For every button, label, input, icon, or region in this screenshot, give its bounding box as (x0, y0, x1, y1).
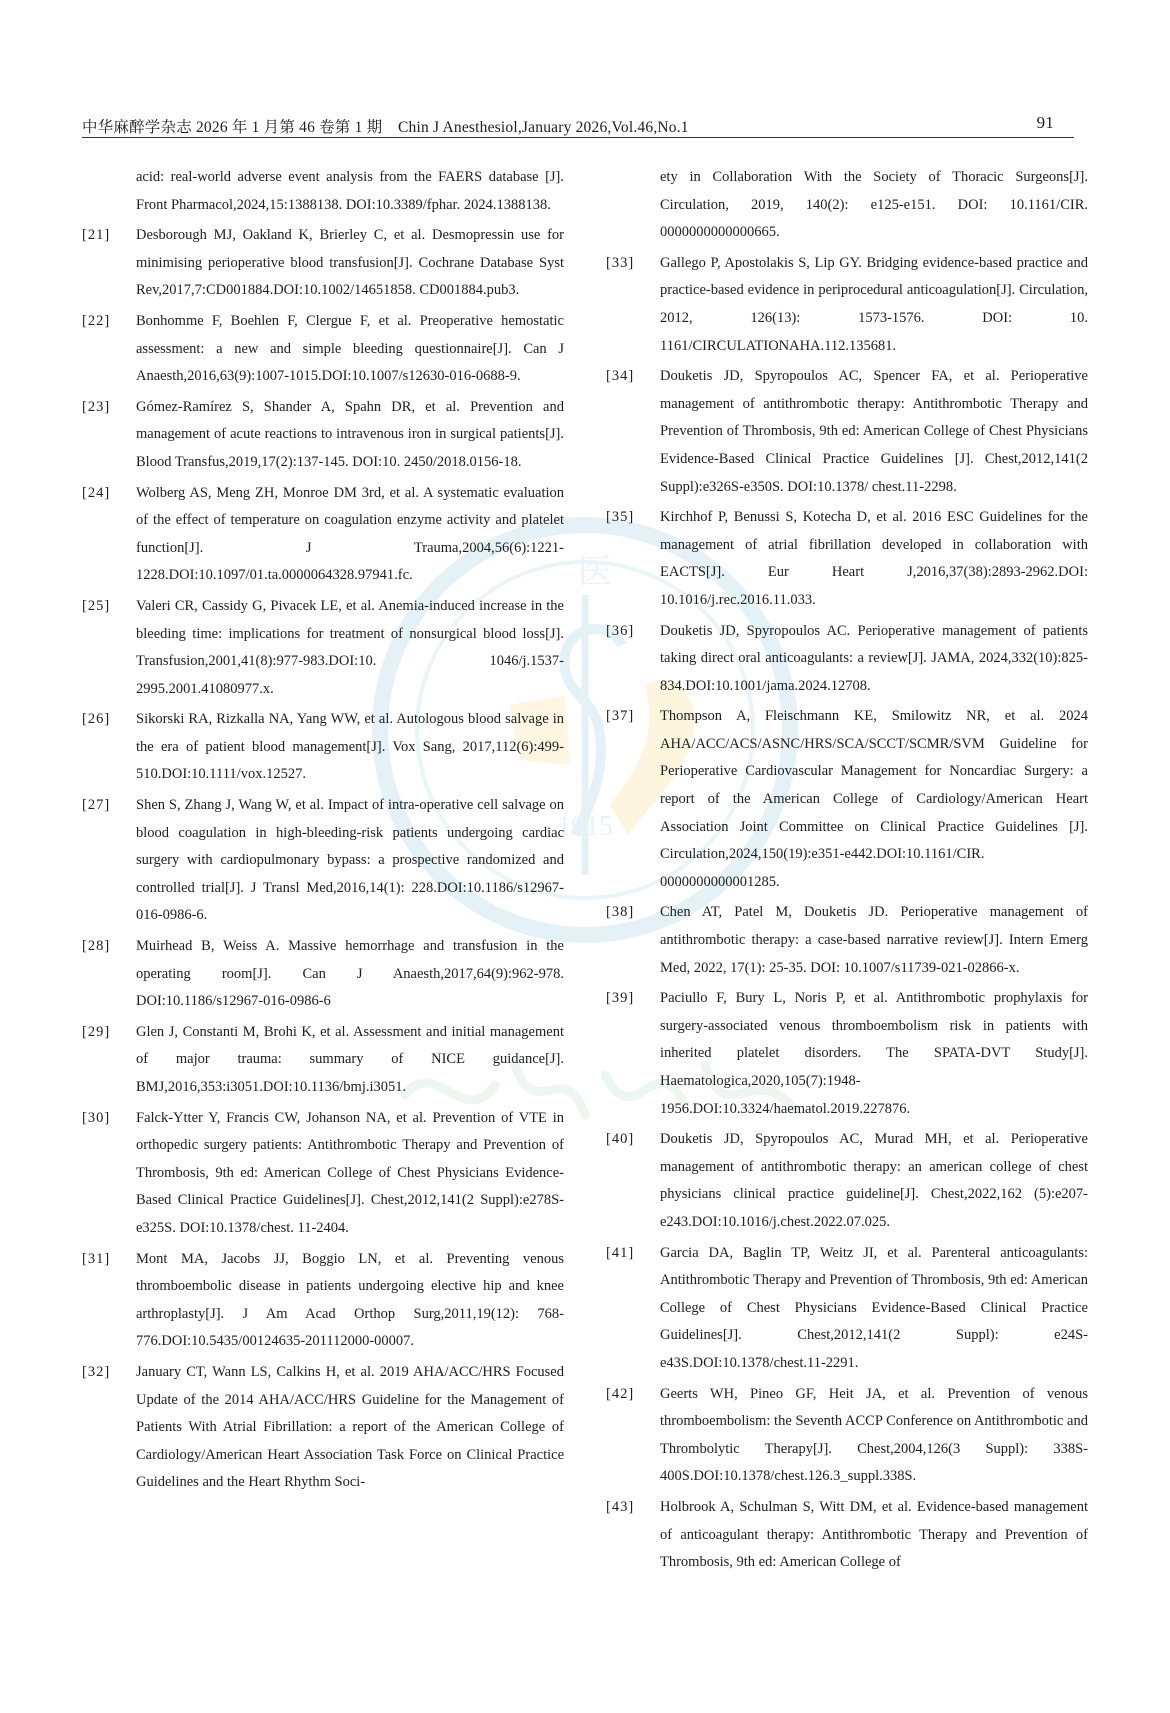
reference-number: [33] (606, 254, 635, 271)
reference-entry (82, 792, 564, 930)
reference-entry (606, 1494, 1088, 1577)
reference-entry (82, 1359, 564, 1497)
reference-number: [37] (606, 708, 635, 725)
reference-number: [39] (606, 990, 635, 1007)
running-header (82, 113, 1074, 138)
reference-number: [24] (82, 484, 111, 501)
journal-citation: 中华麻醉学杂志 2026 年 1 月第 46 卷第 1 期 Chin J Anesthesiol,January 2026,Vol.46,No.1 (82, 119, 689, 136)
reference-text: Garcia DA, Baglin TP, Weitz JI, et al. Parenteral anticoagulants: Antithrombotic Therapy and Prevention of Thrombosis, 9th ed: American College of Chest Physicians Evidence-Based Clinical Practice Guidelines[J]. Chest,2012,141(2 Suppl): e24S-e43S.DOI:10.1378/chest.11-2291. (660, 1244, 1088, 1371)
reference-entry (606, 1240, 1088, 1378)
reference-text: Thompson A, Fleischmann KE, Smilowitz NR, et al. 2024 AHA/ACC/ACS/ASNC/HRS/SCA/SCCT/SCMR/SVM Guideline for Perioperative Cardiovascular Management for Noncardiac Surgery: a report of the American College of Cardiology/American Heart Association Joint Committee on Clinical Practice Guidelines [J]. Circulation,2024,150(19):e351-e442.DOI:10.1161/CIR. 0000000000001285. (660, 708, 1088, 890)
reference-text: Holbrook A, Schulman S, Witt DM, et al. Evidence-based management of anticoagulant therapy: Antithrombotic Therapy and Prevention of Thrombosis, 9th ed: American College of (660, 1498, 1088, 1571)
reference-number: [42] (606, 1385, 635, 1402)
reference-number: [41] (606, 1244, 635, 1261)
reference-number: [34] (606, 368, 635, 385)
reference-number: [26] (82, 711, 111, 728)
reference-entry (606, 899, 1088, 982)
reference-entry (82, 1105, 564, 1243)
reference-entry (82, 480, 564, 590)
reference-text: ety in Collaboration With the Society of Thoracic Surgeons[J]. Circulation, 2019, 140(2): e125-e151. DOI: 10.1161/CIR. 0000000000000665. (660, 169, 1088, 241)
reference-text: Wolberg AS, Meng ZH, Monroe DM 3rd, et al. A systematic evaluation of the effect of temperature on coagulation enzyme activity and platelet function[J]. J Trauma,2004,56(6):1221-1228.DOI:10.1097/01.ta.0000064328.97941.fc. (136, 484, 564, 584)
reference-text: Chen AT, Patel M, Douketis JD. Perioperative management of antithrombotic therapy: a case-based narrative review[J]. Intern Emerg Med, 2022, 17(1): 25-35. DOI: 10.1007/s11739-021-02866-x. (660, 904, 1088, 976)
reference-text: Muirhead B, Weiss A. Massive hemorrhage and transfusion in the operating room[J]. Can J Anaesth,2017,64(9):962-978. DOI:10.1186/s12967-016-0986-6 (136, 938, 564, 1010)
reference-entry (82, 308, 564, 391)
reference-number: [30] (82, 1109, 111, 1126)
reference-text: Douketis JD, Spyropoulos AC, Spencer FA, et al. Perioperative management of antithrombotic therapy: Antithrombotic Therapy and Prevention of Thrombosis, 9th ed: American College of Chest Physicians Evidence-Based Clinical Practice Guidelines [J]. Chest,2012,141(2 Suppl):e326S-e350S. DOI:10.1378/ chest.11-2298. (660, 368, 1088, 495)
reference-entry (606, 618, 1088, 701)
reference-continuation (82, 164, 564, 219)
reference-entry (606, 1126, 1088, 1236)
reference-number: [31] (82, 1250, 111, 1267)
reference-text: Geerts WH, Pineo GF, Heit JA, et al. Prevention of venous thromboembolism: the Seventh ACCP Conference on Antithrombotic and Thrombolytic Therapy[J]. Chest,2004,126(3 Suppl): 338S-400S.DOI:10.1378/chest.126.3_suppl.338S. (660, 1385, 1088, 1485)
reference-text: Sikorski RA, Rizkalla NA, Yang WW, et al. Autologous blood salvage in the era of patient blood management[J]. Vox Sang, 2017,112(6):499-510.DOI:10.1111/vox.12527. (136, 711, 564, 783)
reference-number: [27] (82, 797, 111, 814)
reference-continuation (606, 164, 1088, 247)
reference-number: [29] (82, 1023, 111, 1040)
reference-entry (82, 593, 564, 703)
reference-number: [22] (82, 312, 111, 329)
reference-text: Douketis JD, Spyropoulos AC, Murad MH, et al. Perioperative management of antithrombotic therapy: an american college of chest physicians clinical practice guideline[J]. Chest,2022,162 (5):e207-e243.DOI:10.1016/j.chest.2022.07.025. (660, 1131, 1088, 1230)
reference-text: Mont MA, Jacobs JJ, Boggio LN, et al. Preventing venous thromboembolic disease in patients undergoing elective hip and knee arthroplasty[J]. J Am Acad Orthop Surg,2011,19(12): 768-776.DOI:10.5435/00124635-201112000-00007. (136, 1250, 564, 1350)
seal-char: 医 (578, 552, 612, 592)
reference-entry (606, 1381, 1088, 1491)
reference-text: Glen J, Constanti M, Brohi K, et al. Assessment and initial management of major trauma: summary of NICE guidance[J]. BMJ,2016,353:i3051.DOI:10.1136/bmj.i3051. (136, 1023, 564, 1095)
reference-number: [28] (82, 938, 111, 955)
reference-text: Bonhomme F, Boehlen F, Clergue F, et al. Preoperative hemostatic assessment: a new and simple bleeding questionnaire[J]. Can J Anaesth,2016,63(9):1007-1015.DOI:10.1007/s12630-016-0688-9. (136, 312, 564, 385)
reference-entry (82, 706, 564, 789)
reference-number: [35] (606, 509, 635, 526)
reference-number: [38] (606, 904, 635, 921)
reference-number: [32] (82, 1363, 111, 1380)
reference-text: Kirchhof P, Benussi S, Kotecha D, et al. 2016 ESC Guidelines for the management of atrial fibrillation developed in collaboration with EACTS[J]. Eur Heart J,2016,37(38):2893-2962.DOI: 10.1016/j.rec.2016.11.033. (660, 509, 1088, 608)
reference-entry (82, 1019, 564, 1102)
reference-entry (82, 394, 564, 477)
reference-number: [43] (606, 1498, 635, 1515)
reference-text: Paciullo F, Bury L, Noris P, et al. Antithrombotic prophylaxis for surgery-associated venous thromboembolism risk in patients with inherited platelet disorders. The SPATA-DVT Study[J]. Haematologica,2020,105(7):1948-1956.DOI:10.3324/haematol.2019.227876. (660, 990, 1088, 1117)
reference-column-left (82, 164, 564, 1500)
reference-text: Gómez-Ramírez S, Shander A, Spahn DR, et al. Prevention and management of acute reactions to intravenous iron in surgical patients[J]. Blood Transfus,2019,17(2):137-145. DOI:10. 2450/2018.0156-18. (136, 398, 564, 470)
reference-text: Desborough MJ, Oakland K, Brierley C, et al. Desmopressin use for minimising perioperative blood transfusion[J]. Cochrane Database Syst Rev,2017,7:CD001884.DOI:10.1002/14651858. CD001884.pub3. (136, 227, 564, 299)
reference-text: acid: real-world adverse event analysis from the FAERS database [J]. Front Pharmacol,2024,15:1388138. DOI:10.3389/fphar. 2024.1388138. (136, 169, 564, 213)
reference-text: Gallego P, Apostolakis S, Lip GY. Bridging evidence-based practice and practice-based evidence in periprocedural anticoagulation[J]. Circulation, 2012, 126(13): 1573-1576. DOI: 10. 1161/CIRCULATIONAHA.112.135681. (660, 254, 1088, 354)
reference-entry (606, 985, 1088, 1123)
reference-text: Shen S, Zhang J, Wang W, et al. Impact of intra-operative cell salvage on blood coagulation in high-bleeding-risk patients undergoing cardiac surgery with cardiopulmonary bypass: a prospective randomized and controlled trial[J]. J Transl Med,2016,14(1): 228.DOI:10.1186/s12967-016-0986-6. (136, 797, 564, 924)
reference-text: Valeri CR, Cassidy G, Pivacek LE, et al. Anemia-induced increase in the bleeding time: implications for treatment of nonsurgical blood loss[J]. Transfusion,2001,41(8):977-983.DOI:10. 1046/j.1537-2995.2001.41080977.x. (136, 597, 564, 697)
seal-year: 1915 (557, 811, 613, 842)
reference-number: [21] (82, 227, 111, 244)
reference-entry (606, 250, 1088, 360)
reference-number: [23] (82, 398, 111, 415)
reference-entry (606, 363, 1088, 501)
reference-entry (82, 1246, 564, 1356)
reference-text: Falck-Ytter Y, Francis CW, Johanson NA, et al. Prevention of VTE in orthopedic surgery patients: Antithrombotic Therapy and Prevention of Thrombosis, 9th ed: American College of Chest Physicians Evidence-Based Clinical Practice Guidelines[J]. Chest,2012,141(2 Suppl):e278S-e325S. DOI:10.1378/chest. 11-2404. (136, 1109, 564, 1236)
reference-column-right (606, 164, 1088, 1580)
reference-entry (82, 222, 564, 305)
reference-text: Douketis JD, Spyropoulos AC. Perioperative management of patients taking direct oral anticoagulants: a review[J]. JAMA, 2024,332(10):825-834.DOI:10.1001/jama.2024.12708. (660, 622, 1088, 694)
reference-entry (82, 933, 564, 1016)
reference-entry (606, 504, 1088, 614)
reference-number: [36] (606, 622, 635, 639)
page-number: 91 (1036, 113, 1054, 132)
reference-text: January CT, Wann LS, Calkins H, et al. 2019 AHA/ACC/HRS Focused Update of the 2014 AHA/ACC/HRS Guideline for the Management of Patients With Atrial Fibrillation: a report of the American College of Cardiology/American Heart Association Task Force on Clinical Practice Guidelines and the Heart Rhythm Soci- (136, 1363, 564, 1491)
reference-number: [40] (606, 1131, 635, 1148)
reference-number: [25] (82, 597, 111, 614)
reference-entry (606, 703, 1088, 896)
